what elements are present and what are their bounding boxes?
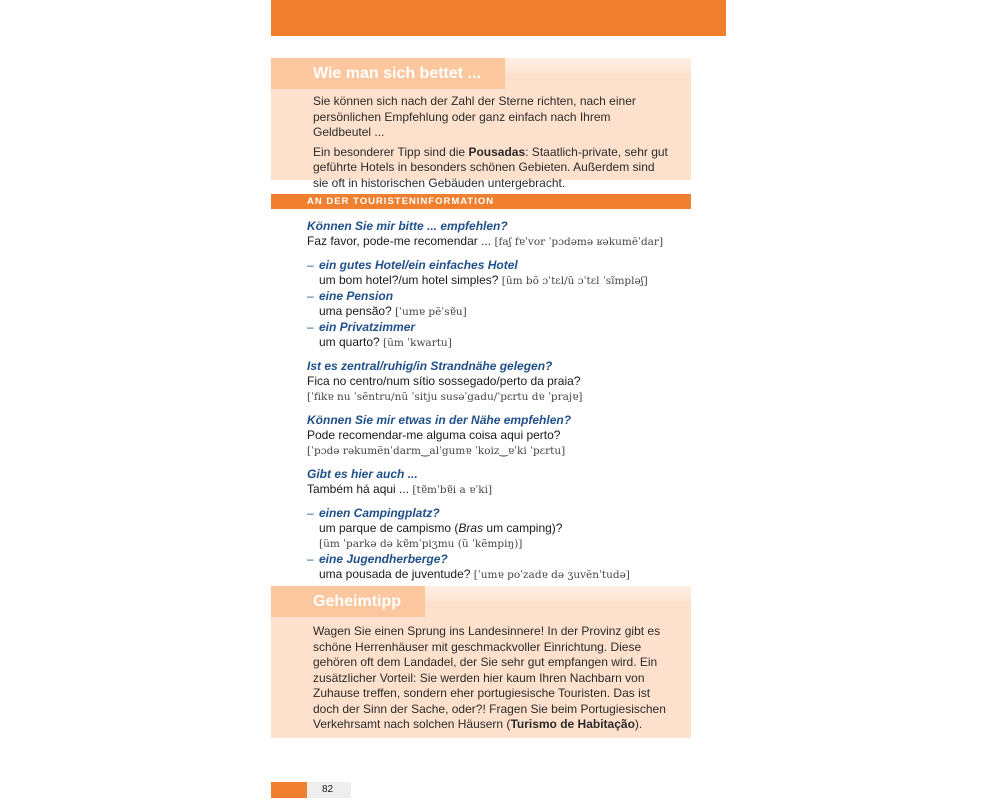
tip-box-accommodation (271, 58, 691, 190)
phrase-group (307, 413, 697, 459)
portuguese-text: um parque de campismo ( (319, 521, 459, 535)
phrase-group (307, 467, 697, 498)
german-phrase: Gibt es hier auch ... (307, 467, 418, 481)
pronunciation: [faʃ fɐˈvor ˈpɔdəmə ʁəkumẽˈdar] (494, 236, 664, 248)
tip-box-title: Wie man sich bettet ... (271, 58, 505, 89)
section-header: AN DER TOURISTENINFORMATION (271, 194, 691, 209)
page-number: 82 (307, 782, 351, 798)
portuguese-phrase (319, 335, 697, 351)
pronunciation: [ˈumɐ pẽˈsɐ̃u] (395, 306, 467, 318)
phrase-list (307, 219, 697, 591)
portuguese-text: uma pousada de juventude? (319, 567, 471, 581)
portuguese-text: um camping)? (483, 521, 563, 535)
german-phrase: ein Privatzimmer (319, 320, 416, 334)
pronunciation-line (307, 389, 697, 405)
dash-bullet: – (307, 258, 314, 272)
phrase-group (307, 219, 697, 250)
portuguese-phrase (319, 567, 697, 583)
page-footer (271, 782, 351, 798)
text-span: : Staatlich-private, sehr gut geführte Hotels in besonders schönen Gebieten. Außerdem sind sie oft in historischen Gebäuden untergebracht. (313, 144, 668, 190)
dash-bullet: – (307, 289, 314, 303)
phrase-option (307, 552, 697, 583)
dash-bullet: – (307, 506, 314, 520)
german-phrase: Ist es zentral/ruhig/in Strandnähe gelegen? (307, 359, 553, 373)
phrase-option (307, 258, 697, 289)
german-phrase: Können Sie mir bitte ... empfehlen? (307, 219, 508, 233)
phrase-options (307, 258, 697, 351)
tip-box-text (313, 624, 671, 737)
portuguese-phrase (307, 482, 697, 498)
dash-bullet: – (307, 320, 314, 334)
pronunciation: [ũm bõ ɔˈtɛl/ũ ɔˈtɛl ˈsĩmpləʃ] (501, 275, 648, 287)
portuguese-phrase (319, 521, 697, 536)
tip-box-title: Geheimtipp (271, 586, 425, 617)
portuguese-text: Faz favor, pode-me recomendar ... (307, 234, 492, 248)
footer-accent-bar (271, 782, 307, 798)
dash-bullet: – (307, 552, 314, 566)
german-phrase: eine Pension (319, 289, 394, 303)
portuguese-text: um quarto? (319, 335, 380, 349)
text-span: ). (634, 717, 643, 731)
portuguese-phrase: Fica no centro/num sítio sossegado/perto da praia? (307, 374, 581, 388)
german-phrase: eine Jugendherberge? (319, 552, 448, 566)
italic-note: Bras (458, 521, 484, 535)
german-phrase: einen Campingplatz? (319, 506, 440, 520)
german-phrase: Können Sie mir etwas in der Nähe empfehlen? (307, 413, 572, 427)
portuguese-phrase (319, 273, 697, 289)
pronunciation: [ˈumɐ poˈzadɐ də ʒuvẽnˈtudə] (473, 569, 630, 581)
tip-paragraph (313, 145, 671, 192)
phrase-option (307, 320, 697, 351)
portuguese-text: um bom hotel?/um hotel simples? (319, 273, 499, 287)
tip-box-text (313, 94, 671, 195)
pronunciation-line (307, 443, 697, 459)
pronunciation-line (319, 536, 697, 552)
bold-term: Pousadas (468, 144, 526, 159)
portuguese-phrase (319, 304, 697, 320)
text-span: Ein besonderer Tipp sind die (313, 144, 469, 159)
tip-box-secret (271, 586, 691, 738)
german-phrase: ein gutes Hotel/ein einfaches Hotel (319, 258, 518, 272)
pronunciation: [ũm ˈparkə də kɐ̃mˈpiʒmu (ũ ˈkẽmpiŋ)] (319, 538, 523, 550)
pronunciation: [ˈfikɐ nu ˈsẽntru/nũ ˈsitju susəˈgadu/ˈpɛrtu dɐ ˈprajɐ] (307, 391, 583, 403)
bold-term: Turismo de Habitação (510, 717, 635, 731)
tip-paragraph (313, 624, 671, 733)
phrase-option (307, 289, 697, 320)
top-color-bar (271, 0, 726, 36)
portuguese-text: uma pensão? (319, 304, 392, 318)
pronunciation: [tɐ̃mˈbɐ̃i a ɐˈki] (412, 484, 493, 496)
phrase-group (307, 359, 697, 405)
portuguese-text: Também há aqui ... (307, 482, 410, 496)
phrase-options (307, 506, 697, 583)
portuguese-phrase (307, 234, 697, 250)
portuguese-phrase: Pode recomendar-me alguma coisa aqui perto? (307, 428, 561, 442)
tip-paragraph: Sie können sich nach der Zahl der Sterne richten, nach einer persönlichen Empfehlung oder ganz einfach nach Ihrem Geldbeutel ... (313, 94, 636, 139)
pronunciation: [ˈpɔdə rəkumẽnˈdarm‿alˈgumɐ ˈkoiz‿ɐˈki ˈpɛrtu] (307, 445, 566, 457)
phrase-option (307, 506, 697, 552)
text-span: Wagen Sie einen Sprung ins Landesinnere! In der Provinz gibt es schöne Herrenhäuser mit geschmackvoller Einrichtung. Diese gehören oft dem Landadel, der Sie sehr gut empfangen wird. Ein zusätzlicher Vorteil: Sie werden hier kaum Ihren Nachbarn von Zuhause treffen, sondern eher portugiesische Touristen. Das ist doch der Sinn der Sache, oder?! Fragen Sie beim Portugiesischen Verkehrsamt nach solchen Häusern ( (313, 624, 666, 731)
pronunciation: [ũm ˈkwartu] (383, 337, 452, 349)
